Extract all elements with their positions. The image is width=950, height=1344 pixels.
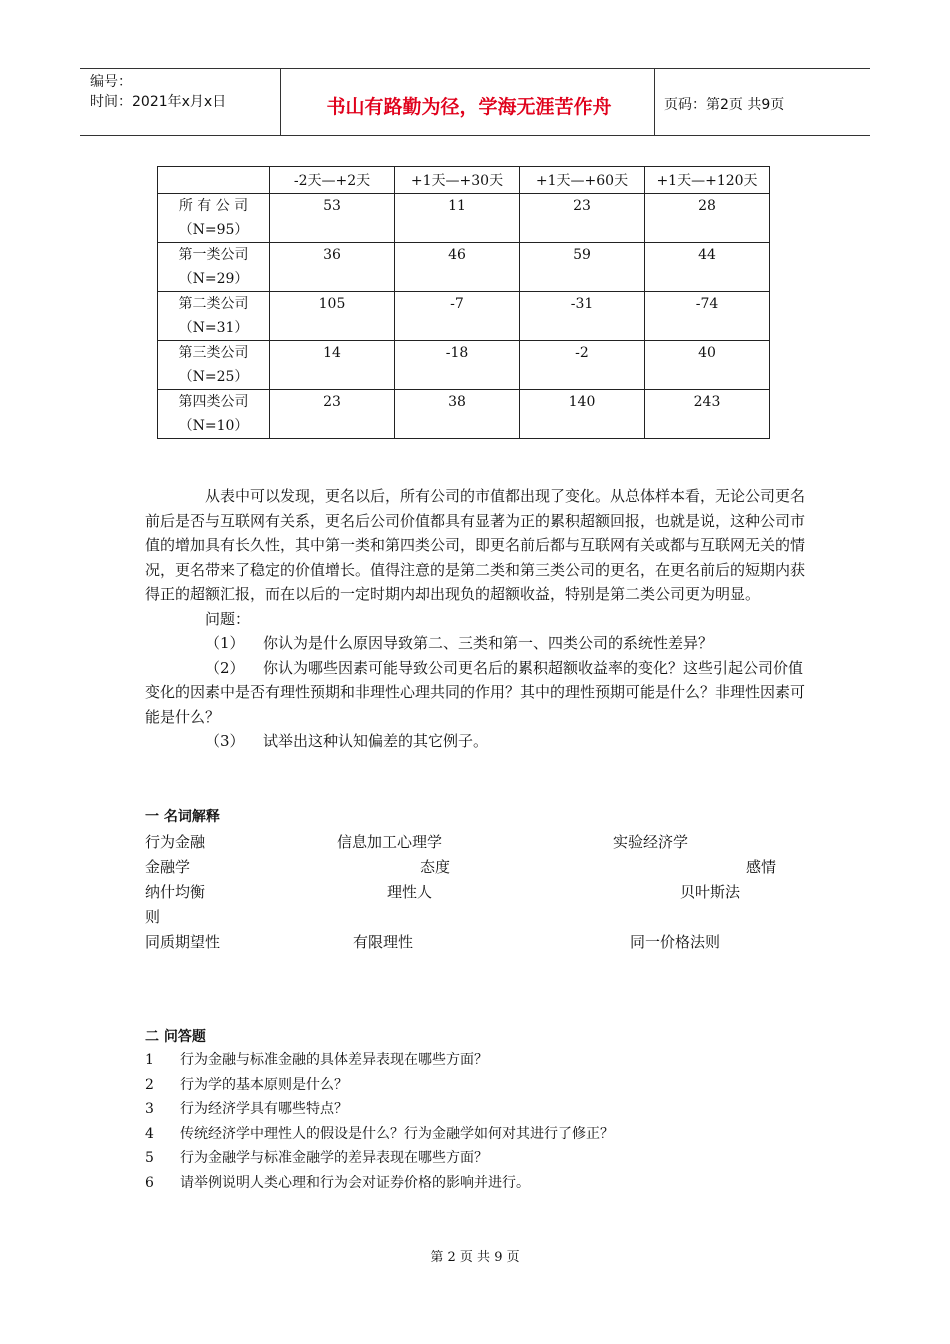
question-label: 问题： [205,609,251,628]
question-item: （3） 试举出这种认知偏差的其它例子。 [205,732,489,750]
row-label: 第二类公司 （N=31） [158,292,270,341]
question-item: （2） 你认为哪些因素可能导致公司更名后的累积超额收益率的变化？这些引起公司价值变化的因素中是否有理性预期和非理性心理共同的作用？其中的理性预期可能是什么？非理性因素可能是什么？ [145,658,806,726]
time-label: 时间：2021年x月x日 [90,94,227,110]
table-header-cell: -2天—+2天 [270,167,395,194]
table-cell: -31 [520,292,645,341]
header-divider [280,68,281,136]
table-header-row [158,167,770,194]
header-page-label: 页码：第2页 共9页 [664,97,785,113]
table-header-cell [158,167,270,194]
term: 行为金融 [145,833,206,851]
question-item: （1） 你认为是什么原因导致第二、三类和第一、四类公司的系统性差异？ [205,634,714,652]
term: 贝叶斯法 [680,883,741,901]
table-row [158,292,770,341]
table-cell: 59 [520,243,645,292]
analysis-paragraph: 从表中可以发现，更名以后，所有公司的市值都出现了变化。从总体样本看，无论公司更名前后是否与互联网有关系，更名后公司价值都具有显著为正的累积超额回报，也就是说，这种公司市值的增加具有长久性，其中第一类和第四类公司，即更名前后都与互联网有关或都与互联网无关的情况，更名带来了稳定的价值增长。值得注意的是第二类和第三类公司的更名，在更名前后的短期内获得正的超额汇报，而在以后的一定时期内却出现负的超额收益，特别是第二类公司更为明显。 [145,487,806,603]
table-row [158,341,770,390]
motto: 书山有路勤为径，学海无涯苦作舟 [326,96,612,118]
table-cell: 46 [395,243,520,292]
term: 感情 [746,858,777,876]
table-cell: -18 [395,341,520,390]
term: 实验经济学 [613,833,689,851]
header-top-rule [80,68,870,69]
term: 则 [145,908,161,926]
table-cell: 40 [645,341,770,390]
table-header-cell: +1天—+120天 [645,167,770,194]
table-row [158,243,770,292]
table-cell: 11 [395,194,520,243]
table-cell: -2 [520,341,645,390]
header-divider [654,68,655,136]
table-cell: -7 [395,292,520,341]
list-item: 5 行为金融学与标准金融学的差异表现在哪些方面？ [145,1150,488,1167]
number-label: 编号： [90,74,132,90]
table-cell: 36 [270,243,395,292]
table-cell: 53 [270,194,395,243]
table-header-cell: +1天—+60天 [520,167,645,194]
table-cell: 140 [520,390,645,439]
list-item: 1 行为金融与标准金融的具体差异表现在哪些方面？ [145,1052,488,1068]
list-item: 4 传统经济学中理性人的假设是什么？行为金融学如何对其进行了修正？ [145,1125,614,1142]
table-header-cell: +1天—+30天 [395,167,520,194]
list-item: 6 请举例说明人类心理和行为会对证券价格的影响并进行。 [145,1174,530,1191]
row-label: 第一类公司 （N=29） [158,243,270,292]
table-cell: 28 [645,194,770,243]
term: 理性人 [387,883,433,901]
body-text [145,484,805,754]
table-cell: 105 [270,292,395,341]
section-title-questions: 二 问答题 [145,1029,206,1045]
list-item: 2 行为学的基本原则是什么？ [145,1076,348,1093]
row-label: 所 有 公 司 （N=95） [158,194,270,243]
table-cell: -74 [645,292,770,341]
table-cell: 14 [270,341,395,390]
table-row [158,194,770,243]
table-cell: 38 [395,390,520,439]
row-label: 第三类公司 （N=25） [158,341,270,390]
table-row [158,390,770,439]
term: 态度 [420,858,451,876]
header-info [90,72,226,112]
section-title-terms: 一 名词解释 [145,809,220,825]
returns-table [157,166,770,439]
term: 信息加工心理学 [337,833,443,851]
header-bottom-rule [80,135,870,136]
term: 同质期望性 [145,933,221,951]
page-footer: 第 2 页 共 9 页 [430,1250,520,1265]
question-list [145,1048,614,1196]
table-cell: 23 [520,194,645,243]
table-cell: 243 [645,390,770,439]
table-cell: 44 [645,243,770,292]
term: 同一价格法则 [630,933,721,951]
list-item: 3 行为经济学具有哪些特点？ [145,1101,348,1118]
term: 纳什均衡 [145,883,206,901]
table-cell: 23 [270,390,395,439]
term: 有限理性 [353,933,414,951]
row-label: 第四类公司 （N=10） [158,390,270,439]
term: 金融学 [145,858,191,876]
